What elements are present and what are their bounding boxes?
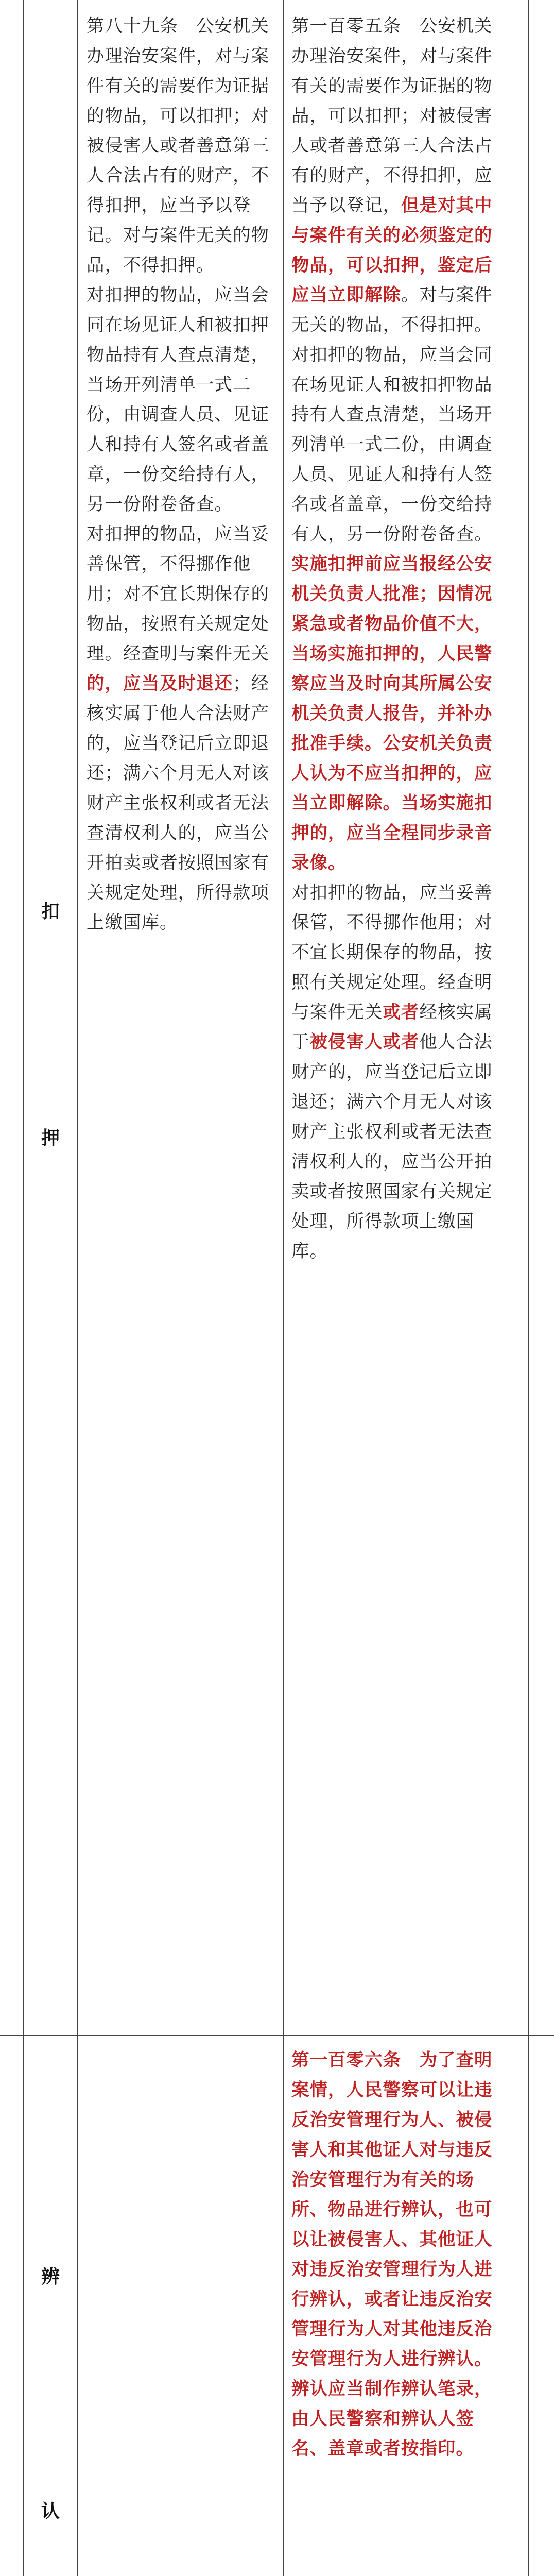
old-law-paragraph: 第八十九条 公安机关办理治安案件，对与案件有关的需要作为证据的物品，可以扣押；对被侵害人或者善意第三人合法占有的财产，不得扣押，应当予以登记。对与案件无关的物品，不得扣押。 (86, 16, 269, 276)
new-law-text: 第一百零五条 公安机关办理治安案件，对与案件有关的需要作为证据的物品，可以扣押；对被侵害人或者善意第三人合法占有的财产，不得扣押，应当予以登记， (291, 16, 493, 216)
category-label-identification-2: 认 (41, 2501, 60, 2522)
new-law-text: 他人合法财产的，应当登记后立即退还；满六个月无人对该财产主张权利或者无法查清权利人的，应当公开拍卖或者按照国家有关规定处理，所得款项上缴国库。 (291, 1032, 493, 1262)
new-law-text: 对扣押的物品，应当妥善保管，不得挪作他用；对不宜长期保存的物品，按照有关规定处理。经查明与案件无关 (291, 883, 493, 1023)
new-law-highlight: 或者 (383, 1002, 420, 1023)
old-law-highlight: 的，应当及时退还 (86, 673, 233, 694)
old-law-text: 对扣押的物品，应当妥善保管，不得挪作他用；对不宜长期保存的物品，按照有关规定处理。经查明与案件无关 (86, 524, 269, 664)
new-law-paragraph-highlight: 辨认应当制作辨认笔录，由人民警察和辨认人签名、盖章或者按指印。 (291, 2379, 493, 2459)
table-divider-columns (283, 0, 284, 2576)
new-law-paragraph (291, 878, 508, 1266)
new-law-cell-seizure (291, 11, 508, 1266)
table-border-right (528, 0, 529, 2576)
new-law-highlight: 但是对其中与案件有关的必须鉴定的物品，可以扣押，鉴定后应当立即解除 (291, 195, 493, 306)
new-law-paragraph: 对扣押的物品，应当会同在场见证人和被扣押物品持有人查点清楚，当场开列清单一式二份，由调查人员、见证人和持有人签名或者盖章，一份交给持有人，另一份附卷备查。 (291, 345, 493, 545)
new-law-highlight: 被侵害人或者 (309, 1032, 420, 1053)
new-law-cell-identification (291, 2045, 508, 2464)
category-label-seizure-2: 押 (41, 1128, 60, 1149)
new-law-paragraph (291, 11, 508, 340)
old-law-paragraph: 对扣押的物品，应当会同在场见证人和被扣押物品持有人查点清楚，当场开列清单一式二份，由调查人员、见证人和持有人签名或者盖章，一份交给持有人，另一份附卷备查。 (86, 285, 269, 515)
new-law-text: 。对与案件无关的物品，不得扣押。 (291, 285, 493, 335)
old-law-paragraph (86, 519, 276, 938)
category-label-identification-1: 辨 (41, 2266, 60, 2287)
table-border-left (23, 0, 24, 2576)
new-law-paragraph-highlight: 实施扣押前应当报经公安机关负责人批准；因情况紧急或者物品价值不大，当场实施扣押的，人民警察应当及时向其所属公安机关负责人报告，并补办批准手续。公安机关负责人认为不应当扣押的，应当立即解除。当场实施扣押的，应当全程同步录音录像。 (291, 554, 493, 873)
new-law-text: 经核实属于 (291, 1002, 493, 1053)
table-divider-category (77, 0, 78, 2576)
category-label-seizure-1: 扣 (41, 901, 60, 922)
table-row-divider (0, 2035, 554, 2036)
new-law-paragraph-highlight: 第一百零六条 为了查明案情，人民警察可以让违反治安管理行为人、被侵害人和其他证人对与违反治安管理行为有关的场所、物品进行辨认，也可以让被侵害人、其他证人对违反治安管理行为人进行辨认，或者让违反治安管理行为人对其他违反治安管理行为人进行辨认。 (291, 2050, 493, 2369)
old-law-text: ；经核实属于他人合法财产的，应当登记后立即退还；满六个月无人对该财产主张权利或者无法查清权利人的，应当公开拍卖或者按照国家有关规定处理，所得款项上缴国库。 (86, 673, 269, 933)
old-law-cell-seizure (86, 11, 276, 938)
